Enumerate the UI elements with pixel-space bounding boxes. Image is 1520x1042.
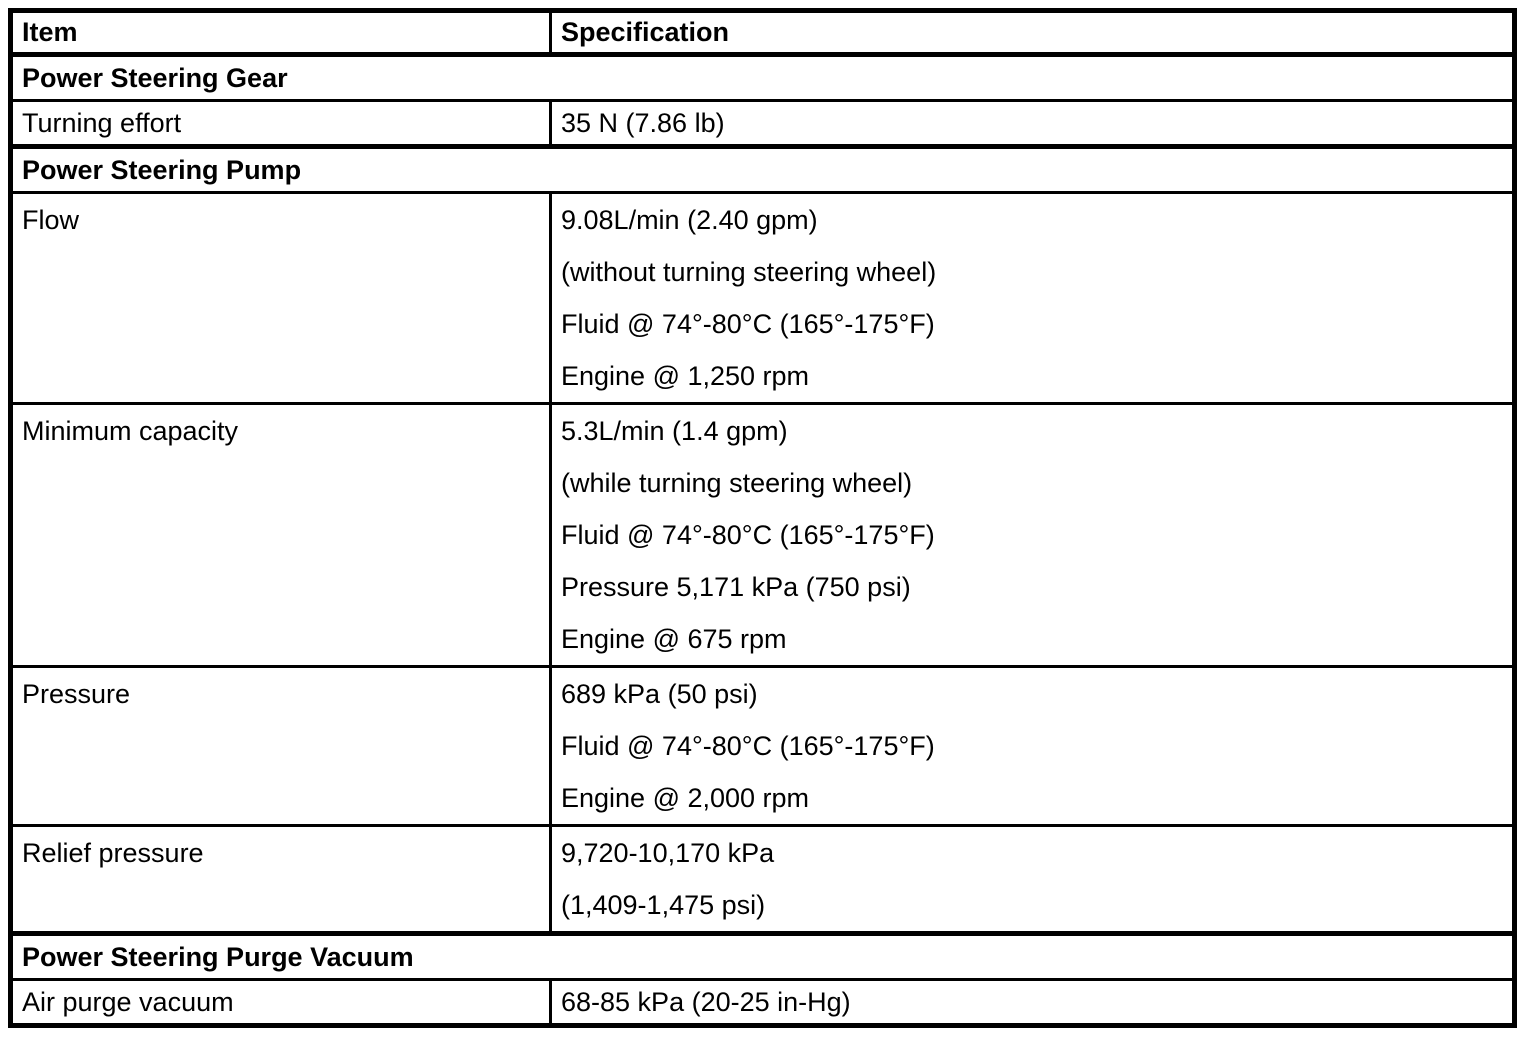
spec-cell xyxy=(551,667,1515,826)
spec-line: Fluid @ 74°-80°C (165°-175°F) xyxy=(561,308,935,339)
spec-line: (without turning steering wheel) xyxy=(561,256,937,287)
item-cell xyxy=(11,404,551,667)
item-cell xyxy=(11,193,551,404)
spec-line: Engine @ 675 rpm xyxy=(561,623,787,654)
spec-line: 689 kPa (50 psi) xyxy=(561,678,758,709)
spec-line: Pressure 5,171 kPa (750 psi) xyxy=(561,571,911,602)
section-label: Power Steering Pump xyxy=(11,147,1515,193)
item-label: Pressure xyxy=(22,678,131,709)
table-row-flow xyxy=(11,193,1515,404)
spec-line: Fluid @ 74°-80°C (165°-175°F) xyxy=(561,730,935,761)
table-row-pressure xyxy=(11,667,1515,826)
item-label: Minimum capacity xyxy=(22,415,239,446)
spec-line: 9,720-10,170 kPa xyxy=(561,837,775,868)
spec-cell: 35 N (7.86 lb) xyxy=(551,101,1515,147)
spec-line: 9.08L/min (2.40 gpm) xyxy=(561,204,818,235)
section-label: Power Steering Gear xyxy=(11,55,1515,101)
spec-cell xyxy=(551,826,1515,934)
spec-line: Engine @ 1,250 rpm xyxy=(561,360,810,391)
section-row-power-steering-purge-vacuum xyxy=(11,934,1515,980)
section-row-power-steering-pump xyxy=(11,147,1515,193)
item-label: Relief pressure xyxy=(22,837,204,868)
table-row-relief-pressure xyxy=(11,826,1515,934)
section-label: Power Steering Purge Vacuum xyxy=(11,934,1515,980)
column-header-item: Item xyxy=(11,11,551,55)
item-label: Flow xyxy=(22,204,80,235)
item-cell: Air purge vacuum xyxy=(11,980,551,1026)
table-header-row xyxy=(11,11,1515,55)
table-row-air-purge-vacuum xyxy=(11,980,1515,1026)
power-steering-specifications-table xyxy=(8,8,1517,1028)
spec-cell xyxy=(551,404,1515,667)
table-row-turning-effort xyxy=(11,101,1515,147)
item-cell xyxy=(11,667,551,826)
spec-line: (while turning steering wheel) xyxy=(561,467,913,498)
section-row-power-steering-gear xyxy=(11,55,1515,101)
spec-cell xyxy=(551,193,1515,404)
spec-line: Fluid @ 74°-80°C (165°-175°F) xyxy=(561,519,935,550)
spec-line: Engine @ 2,000 rpm xyxy=(561,782,810,813)
spec-line: (1,409-1,475 psi) xyxy=(561,889,766,920)
item-cell: Turning effort xyxy=(11,101,551,147)
spec-cell: 68-85 kPa (20-25 in-Hg) xyxy=(551,980,1515,1026)
table-row-minimum-capacity xyxy=(11,404,1515,667)
column-header-specification: Specification xyxy=(551,11,1515,55)
item-cell xyxy=(11,826,551,934)
spec-line: 5.3L/min (1.4 gpm) xyxy=(561,415,788,446)
